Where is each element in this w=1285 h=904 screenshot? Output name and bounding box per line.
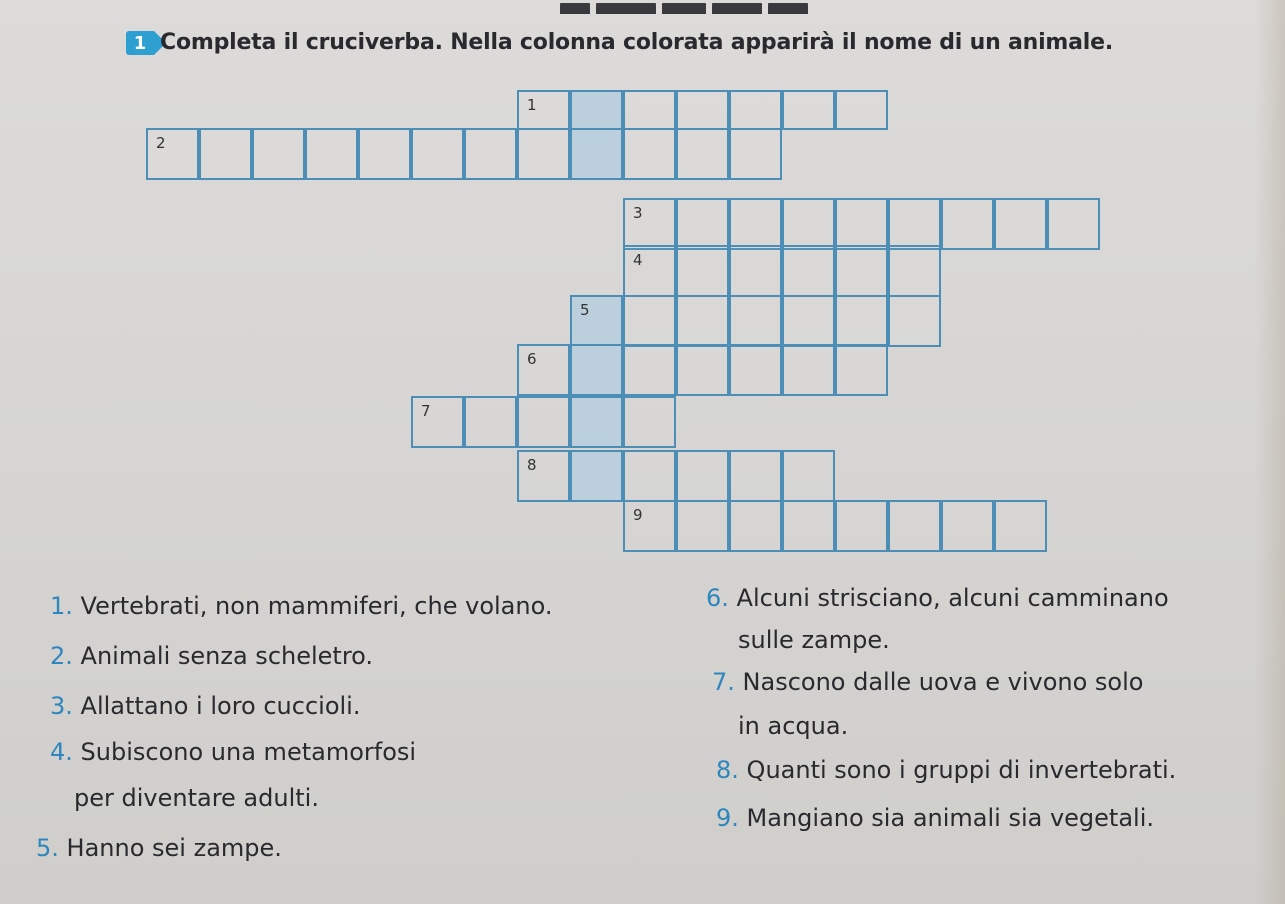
crossword-cell[interactable]: [835, 245, 888, 297]
clue-number: 6.: [706, 584, 729, 612]
crossword-cell[interactable]: [782, 450, 835, 502]
crossword-cell[interactable]: [888, 198, 941, 250]
crossword-cell[interactable]: [623, 245, 676, 297]
crossword-clue-number: 1: [527, 96, 537, 114]
crossword-cell[interactable]: [676, 245, 729, 297]
crossword-cell[interactable]: [676, 128, 729, 180]
clue-text: Animali senza scheletro.: [80, 642, 374, 670]
crossword-cell[interactable]: [782, 344, 835, 396]
crossword-cell[interactable]: [782, 295, 835, 347]
crossword-cell[interactable]: [517, 344, 570, 396]
crossword-cell[interactable]: [623, 450, 676, 502]
crossword-clue-number: 9: [633, 506, 643, 524]
clue-text: Hanno sei zampe.: [66, 834, 282, 862]
clue-4: [50, 738, 416, 766]
crossword-cell[interactable]: [729, 245, 782, 297]
crossword-cell[interactable]: [570, 450, 623, 502]
crossword-cell[interactable]: [623, 396, 676, 448]
crossword-cell[interactable]: [888, 295, 941, 347]
clue-8: [716, 756, 1176, 784]
crossword-cell[interactable]: [570, 128, 623, 180]
crossword-cell[interactable]: [782, 198, 835, 250]
crossword-cell[interactable]: [570, 396, 623, 448]
crossword-clue-number: 4: [633, 251, 643, 269]
crossword-cell[interactable]: [676, 344, 729, 396]
crossword-clue-number: 3: [633, 204, 643, 222]
clue-number: 9.: [716, 804, 739, 832]
crossword-cell[interactable]: [835, 198, 888, 250]
crossword-cell[interactable]: [676, 500, 729, 552]
crossword-cell[interactable]: [835, 344, 888, 396]
crossword-cell[interactable]: [729, 128, 782, 180]
crossword-cell[interactable]: [623, 90, 676, 130]
crossword-cell[interactable]: [994, 500, 1047, 552]
clue-text: Nascono dalle uova e vivono solo: [742, 668, 1144, 696]
crossword-cell[interactable]: [570, 344, 623, 396]
crossword-clue-number: 6: [527, 350, 537, 368]
crossword-cell[interactable]: [464, 128, 517, 180]
clue-7-continued: in acqua.: [738, 712, 849, 740]
clue-number: 5.: [36, 834, 59, 862]
crossword-cell[interactable]: [517, 90, 570, 130]
crossword-cell[interactable]: [888, 500, 941, 552]
crossword-clue-number: 8: [527, 456, 537, 474]
clue-5: [36, 834, 282, 862]
clue-text: Quanti sono i gruppi di invertebrati.: [746, 756, 1177, 784]
clue-text: Vertebrati, non mammiferi, che volano.: [80, 592, 553, 620]
crossword-cell[interactable]: [1047, 198, 1100, 250]
clue-6: [706, 584, 1169, 612]
crossword-cell[interactable]: [782, 500, 835, 552]
crossword-cell[interactable]: [464, 396, 517, 448]
clue-text: Subiscono una metamorfosi: [80, 738, 417, 766]
crossword-cell[interactable]: [676, 450, 729, 502]
crossword-clue-number: 7: [421, 402, 431, 420]
clue-number: 4.: [50, 738, 73, 766]
crossword-cell[interactable]: [835, 500, 888, 552]
crossword-cell[interactable]: [676, 295, 729, 347]
crossword-cell[interactable]: [941, 500, 994, 552]
crossword-cell[interactable]: [252, 128, 305, 180]
crossword-cell[interactable]: [146, 128, 199, 180]
clue-9: [716, 804, 1154, 832]
crossword-cell[interactable]: [305, 128, 358, 180]
crossword-clue-number: 2: [156, 134, 166, 152]
crossword-cell[interactable]: [623, 198, 676, 250]
crossword-cell[interactable]: [517, 128, 570, 180]
clue-text: Allattano i loro cuccioli.: [80, 692, 361, 720]
clue-6-continued: sulle zampe.: [738, 626, 890, 654]
clue-7: [712, 668, 1143, 696]
crossword-cell[interactable]: [517, 396, 570, 448]
clue-text: Mangiano sia animali sia vegetali.: [746, 804, 1155, 832]
crossword-cell[interactable]: [782, 245, 835, 297]
clue-number: 8.: [716, 756, 739, 784]
crossword-cell[interactable]: [676, 90, 729, 130]
crossword-cell[interactable]: [199, 128, 252, 180]
clue-number: 2.: [50, 642, 73, 670]
crossword-cell[interactable]: [729, 450, 782, 502]
crossword-cell[interactable]: [411, 128, 464, 180]
crossword-cell[interactable]: [782, 90, 835, 130]
crossword-cell[interactable]: [729, 344, 782, 396]
exercise-number-badge: 1: [126, 31, 154, 55]
crossword-cell[interactable]: [729, 198, 782, 250]
crossword-cell[interactable]: [358, 128, 411, 180]
crossword-cell[interactable]: [835, 90, 888, 130]
clue-number: 1.: [50, 592, 73, 620]
clue-1: [50, 592, 552, 620]
clue-2: [50, 642, 373, 670]
crossword-cell[interactable]: [994, 198, 1047, 250]
crossword-cell[interactable]: [835, 295, 888, 347]
crossword-cell[interactable]: [570, 295, 623, 347]
crossword-cell[interactable]: [729, 500, 782, 552]
clue-4-continued: per diventare adulti.: [74, 784, 319, 812]
crossword-cell[interactable]: [623, 500, 676, 552]
crossword-cell[interactable]: [888, 245, 941, 297]
crossword-cell[interactable]: [517, 450, 570, 502]
crossword-cell[interactable]: [941, 198, 994, 250]
crossword-cell[interactable]: [623, 295, 676, 347]
crossword-cell[interactable]: [411, 396, 464, 448]
crossword-clue-number: 5: [580, 301, 590, 319]
instruction-text: Completa il cruciverba. Nella colonna colorata apparirà il nome di un animale.: [160, 30, 1114, 55]
crossword-cell[interactable]: [729, 295, 782, 347]
crossword-cell[interactable]: [570, 90, 623, 130]
crossword-cell[interactable]: [729, 90, 782, 130]
clue-number: 7.: [712, 668, 735, 696]
crossword-cell[interactable]: [623, 128, 676, 180]
clue-text: Alcuni strisciano, alcuni camminano: [736, 584, 1169, 612]
crossword-cell[interactable]: [676, 198, 729, 250]
clue-3: [50, 692, 360, 720]
crossword-cell[interactable]: [623, 344, 676, 396]
clue-number: 3.: [50, 692, 73, 720]
